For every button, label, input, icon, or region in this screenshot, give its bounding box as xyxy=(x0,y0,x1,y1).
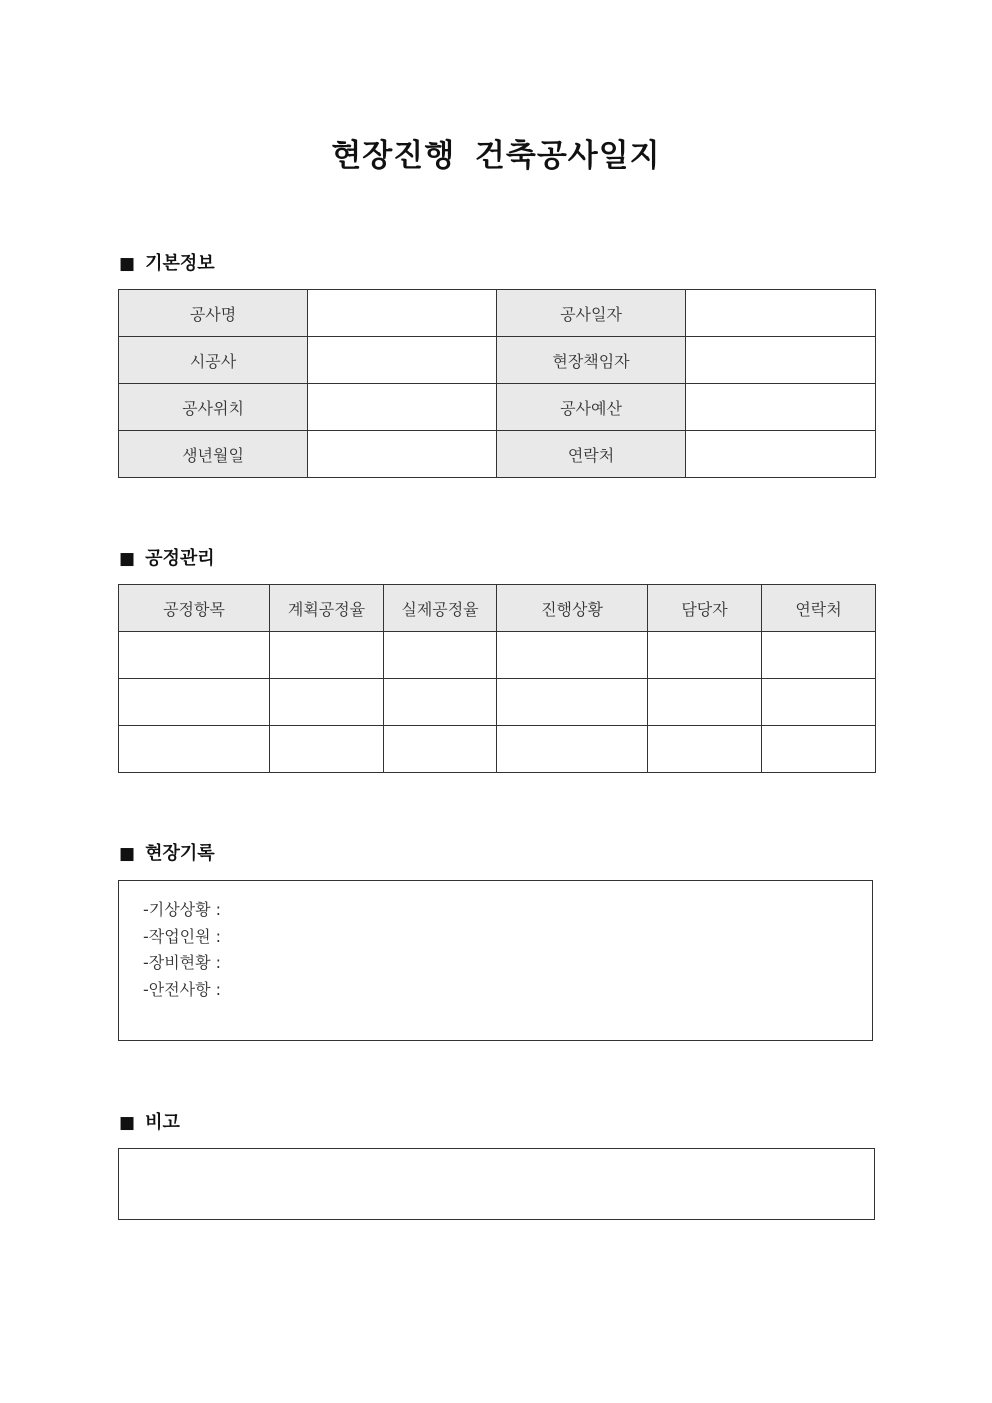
value-cell[interactable] xyxy=(308,384,497,431)
basic-info-row xyxy=(119,384,876,431)
label-cell: 시공사 xyxy=(119,337,308,384)
value-cell[interactable] xyxy=(308,337,497,384)
column-header: 연락처 xyxy=(762,585,876,632)
table-cell[interactable] xyxy=(497,679,648,726)
label-cell: 생년월일 xyxy=(119,431,308,478)
equipment-line: -장비현황 : xyxy=(143,953,222,972)
table-cell[interactable] xyxy=(270,726,384,773)
table-cell[interactable] xyxy=(119,679,270,726)
section-heading-process xyxy=(119,547,215,571)
section-heading-label: 비고 xyxy=(145,1112,180,1133)
basic-info-table xyxy=(118,289,876,478)
table-cell[interactable] xyxy=(497,726,648,773)
table-cell[interactable] xyxy=(648,726,762,773)
basic-info-row xyxy=(119,337,876,384)
label-cell: 현장책임자 xyxy=(497,337,686,384)
table-cell[interactable] xyxy=(384,679,497,726)
value-cell[interactable] xyxy=(686,290,876,337)
label-cell: 공사일자 xyxy=(497,290,686,337)
value-cell[interactable] xyxy=(686,384,876,431)
table-cell[interactable] xyxy=(270,679,384,726)
value-cell[interactable] xyxy=(308,290,497,337)
label-cell: 연락처 xyxy=(497,431,686,478)
square-bullet-icon: ■ xyxy=(119,844,136,864)
value-cell[interactable] xyxy=(686,337,876,384)
table-cell[interactable] xyxy=(762,726,876,773)
table-cell[interactable] xyxy=(119,632,270,679)
table-cell[interactable] xyxy=(384,726,497,773)
basic-info-row xyxy=(119,290,876,337)
table-cell[interactable] xyxy=(119,726,270,773)
column-header: 진행상황 xyxy=(497,585,648,632)
table-cell[interactable] xyxy=(762,679,876,726)
table-cell[interactable] xyxy=(762,632,876,679)
table-row xyxy=(119,632,876,679)
column-header: 담당자 xyxy=(648,585,762,632)
column-header: 계획공정율 xyxy=(270,585,384,632)
document-title: 현장진행 건축공사일지 xyxy=(331,138,661,174)
basic-info-row xyxy=(119,431,876,478)
workforce-line: -작업인원 : xyxy=(143,926,222,946)
table-row xyxy=(119,726,876,773)
site-record-box[interactable] xyxy=(118,880,873,1041)
remarks-box[interactable] xyxy=(118,1148,875,1220)
table-cell[interactable] xyxy=(648,632,762,679)
square-bullet-icon: ■ xyxy=(119,549,136,569)
process-header-row xyxy=(119,585,876,632)
table-row xyxy=(119,679,876,726)
section-heading-site-record xyxy=(119,842,215,866)
label-cell: 공사예산 xyxy=(497,384,686,431)
label-cell: 공사위치 xyxy=(119,384,308,431)
process-table xyxy=(118,584,876,773)
table-cell[interactable] xyxy=(497,632,648,679)
section-heading-label: 현장기록 xyxy=(145,843,215,864)
column-header: 공정항목 xyxy=(119,585,270,632)
weather-line: -기상상황 : xyxy=(143,900,222,919)
value-cell[interactable] xyxy=(308,431,497,478)
section-heading-label: 공정관리 xyxy=(145,548,215,569)
label-cell: 공사명 xyxy=(119,290,308,337)
value-cell[interactable] xyxy=(686,431,876,478)
square-bullet-icon: ■ xyxy=(119,254,136,274)
safety-line: -안전사항 : xyxy=(143,979,222,999)
table-cell[interactable] xyxy=(648,679,762,726)
section-heading-basic-info xyxy=(119,252,215,276)
table-cell[interactable] xyxy=(384,632,497,679)
section-heading-label: 기본정보 xyxy=(145,253,215,274)
section-heading-remarks xyxy=(119,1111,180,1135)
square-bullet-icon: ■ xyxy=(119,1113,136,1133)
table-cell[interactable] xyxy=(270,632,384,679)
column-header: 실제공정율 xyxy=(384,585,497,632)
